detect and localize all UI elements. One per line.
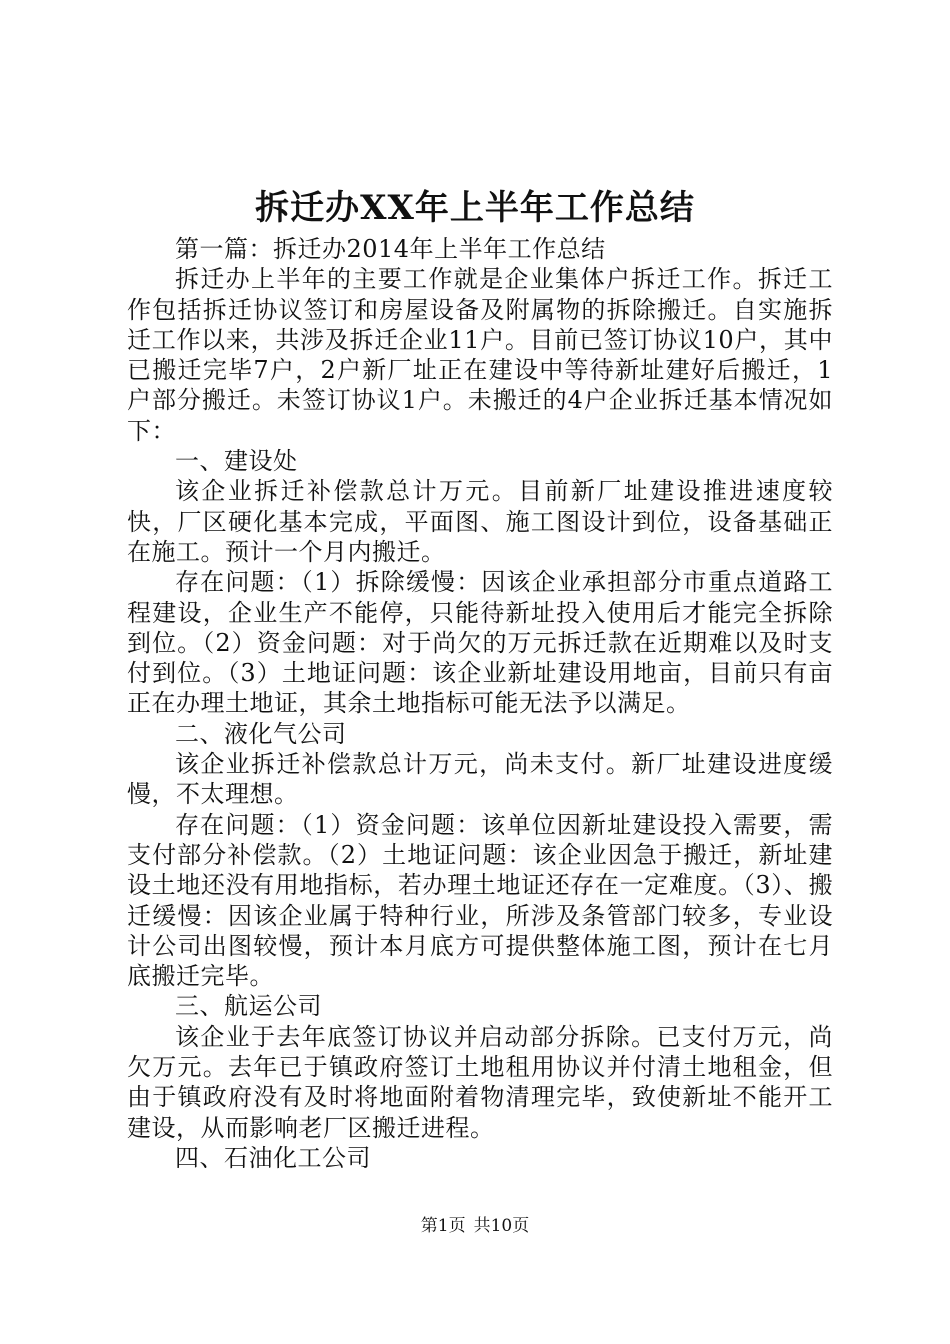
page-number: 第1页 (420, 1216, 466, 1236)
page-footer (0, 1214, 950, 1238)
lpg-status-paragraph: 该企业拆迁补偿款总计万元，尚未支付。新厂址建设进度缓慢，不太理想。 (127, 750, 833, 809)
page-total: 共10页 (473, 1216, 530, 1236)
lpg-issues-paragraph: 存在问题：（1）资金问题：该单位因新址建设投入需要，需支付部分补偿款。（2）土地证问题：该企业因急于搬迁，新址建设土地还没有用地指标，若办理土地证还存在一定难度。（3）、搬迁缓慢：因该企业属于特种行业，所涉及条管部门较多，专业设计公司出图较慢，预计本月底方可提供整体施工图，预计在七月底搬迁完毕。 (127, 810, 833, 991)
section-heading-lpg: 二、液化气公司 (175, 719, 347, 748)
document-title: 拆迁办XX年上半年工作总结 (255, 188, 695, 228)
document-body (127, 234, 833, 1173)
section-heading-shipping: 三、航运公司 (175, 992, 322, 1021)
shipping-status-paragraph: 该企业于去年底签订协议并启动部分拆除。已支付万元，尚欠万元。去年已于镇政府签订土地租用协议并付清土地租金，但由于镇政府没有及时将地面附着物清理完毕，致使新址不能开工建设，从而影响老厂区搬迁进程。 (127, 1022, 833, 1142)
section-heading-petrochemical: 四、石油化工公司 (175, 1143, 371, 1172)
section-heading-construction: 一、建设处 (175, 447, 298, 476)
section-heading-part-one: 第一篇：拆迁办2014年上半年工作总结 (175, 235, 606, 263)
construction-status-paragraph: 该企业拆迁补偿款总计万元。目前新厂址建设推进速度较快，厂区硬化基本完成，平面图、施工图设计到位，设备基础正在施工。预计一个月内搬迁。 (127, 477, 833, 566)
intro-paragraph: 拆迁办上半年的主要工作就是企业集体户拆迁工作。拆迁工作包括拆迁协议签订和房屋设备及附属物的拆除搬迁。自实施拆迁工作以来，共涉及拆迁企业11户。目前已签订协议10户，其中已搬迁完毕7户，2户新厂址正在建设中等待新址建好后搬迁，1户部分搬迁。未签订协议1户。未搬迁的4户企业拆迁基本情况如下： (127, 265, 833, 445)
construction-issues-paragraph: 存在问题：（1）拆除缓慢：因该企业承担部分市重点道路工程建设，企业生产不能停，只能待新址投入使用后才能完全拆除到位。（2）资金问题：对于尚欠的万元拆迁款在近期难以及时支付到位。（3）土地证问题：该企业新址建设用地亩，目前只有亩正在办理土地证，其余土地指标可能无法予以满足。 (127, 568, 833, 718)
